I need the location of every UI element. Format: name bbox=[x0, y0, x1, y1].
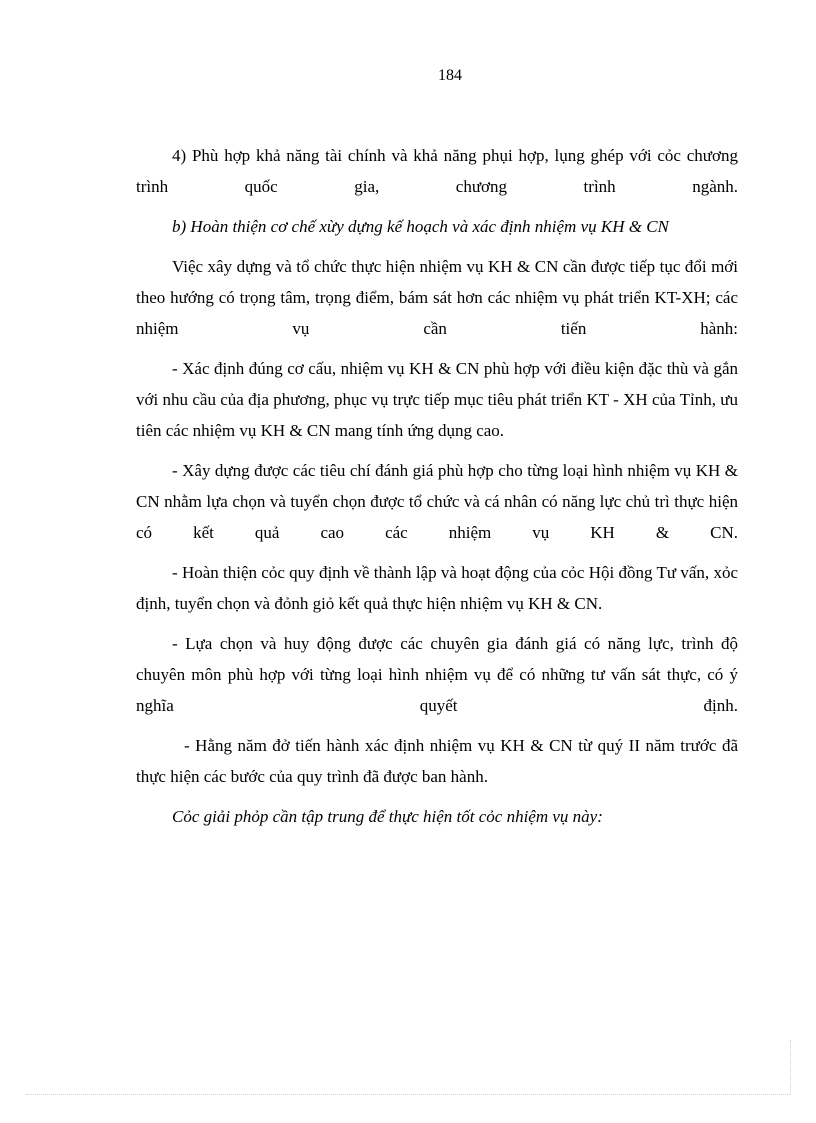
bullet-item-annual: - Hằng năm đở tiến hành xác định nhiệm vụ KH & CN từ quý II năm trước đã thực hiện các bước của quy trình đã được ban hành. bbox=[136, 736, 738, 786]
paragraph-solutions-intro: Cỏc giải phỏp cần tập trung để thực hiện tốt cỏc nhiệm vụ này: bbox=[172, 807, 603, 826]
page-side-border bbox=[790, 1040, 791, 1094]
bullet-item-experts: - Lựa chọn và huy động được các chuyên gia đánh giá có năng lực, trình độ chuyên môn phù hợp với từng loại hình nhiệm vụ để có những tư vấn sát thực, có ý nghĩa quyết định. bbox=[136, 634, 738, 715]
bullet-item-councils: - Hoàn thiện cỏc quy định về thành lập và hoạt động của cỏc Hội đồng Tư vấn, xỏc định, tuyển chọn và đỏnh giỏ kết quả thực hiện nhiệm vụ KH & CN. bbox=[136, 563, 738, 613]
bullet-item-structure: - Xác định đúng cơ cấu, nhiệm vụ KH & CN phù hợp với điều kiện đặc thù và gắn với nhu cầu của địa phương, phục vụ trực tiếp mục tiêu phát triển KT - XH của Tỉnh, ưu tiên các nhiệm vụ KH & CN mang tính ứng dụng cao. bbox=[136, 359, 738, 440]
page-bottom-border bbox=[26, 1094, 790, 1095]
paragraph-intro: Việc xây dựng và tổ chức thực hiện nhiệm vụ KH & CN cần được tiếp tục đổi mới theo hướng có trọng tâm, trọng điểm, bám sát hơn các nhiệm vụ phát triển KT-XH; các nhiệm vụ cần tiến hành: bbox=[136, 257, 738, 338]
section-heading-b: b) Hoàn thiện cơ chế xừy dựng kế hoạch và xác định nhiệm vụ KH & CN bbox=[172, 217, 669, 236]
paragraph-criterion-4: 4) Phù hợp khả năng tài chính và khả năng phụi hợp, lụng ghép với cỏc chương trình quốc gia, chương trình ngành. bbox=[136, 146, 738, 196]
page-body bbox=[136, 140, 738, 832]
bullet-item-criteria: - Xây dựng được các tiêu chí đánh giá phù hợp cho từng loại hình nhiệm vụ KH & CN nhằm lựa chọn và tuyển chọn được tổ chức và cá nhân có năng lực chủ trì thực hiện có kết quả cao các nhiệm vụ KH & CN. bbox=[136, 461, 738, 542]
page-number: 184 bbox=[438, 67, 462, 84]
